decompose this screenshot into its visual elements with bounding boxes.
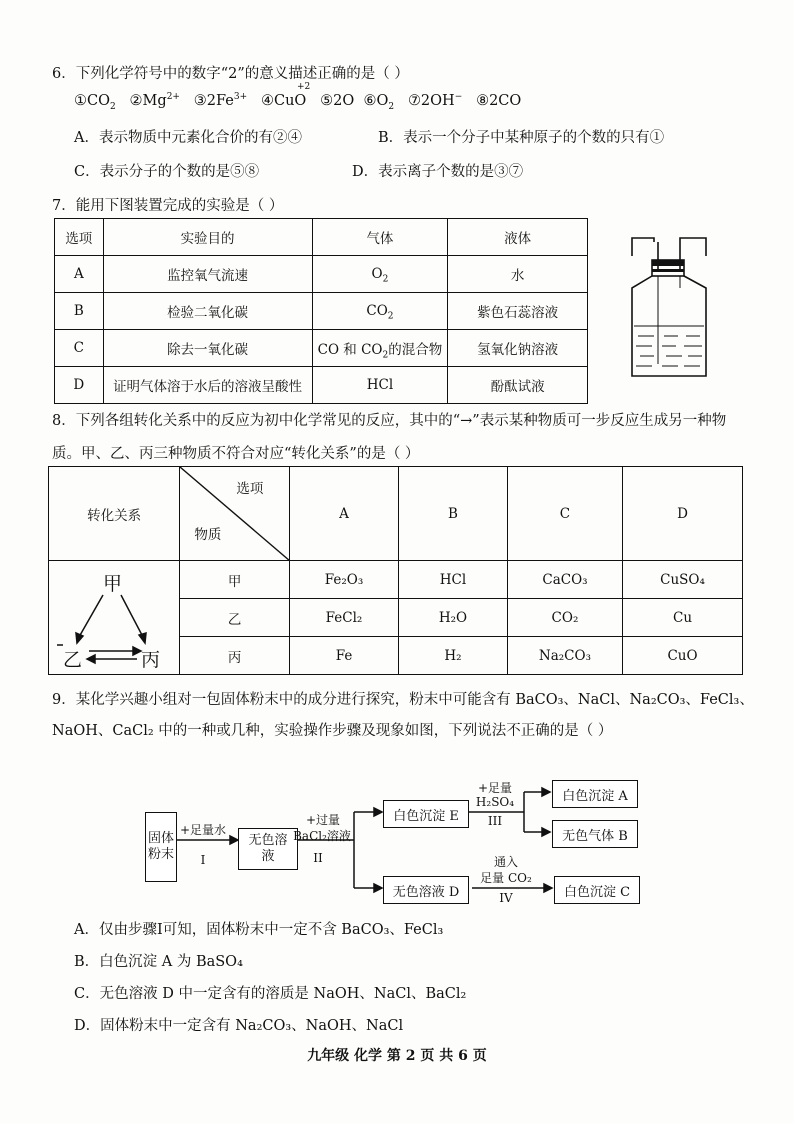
q6-option-d: D．表示离子个数的是③⑦ xyxy=(352,164,524,180)
table-row xyxy=(55,256,588,293)
cell-d: CuO xyxy=(623,637,743,675)
header-relation: 转化关系 xyxy=(49,467,180,561)
row-liquid: 氢氧化钠溶液 xyxy=(448,330,588,367)
table-header-row xyxy=(55,219,588,256)
cell-b: H₂ xyxy=(399,637,508,675)
step4-reagent: 通入 xyxy=(493,855,518,869)
q7-table xyxy=(54,218,588,404)
header-option-b: B xyxy=(399,467,508,561)
white-precipitate-e-box: 白色沉淀 E xyxy=(383,800,469,828)
row-liquid: 酚酞试液 xyxy=(448,367,588,404)
diagram-left-label: 乙 xyxy=(63,649,83,671)
diagonal-top-label: 选项 xyxy=(236,481,264,497)
step3-reagent: +足量 xyxy=(477,781,513,795)
cell-b: HCl xyxy=(399,561,508,599)
step3-number: III xyxy=(487,814,503,828)
table-row xyxy=(55,293,588,330)
cell-d: Cu xyxy=(623,599,743,637)
q6-option-c: C．表示分子的个数的是⑤⑧ xyxy=(74,164,260,180)
row-purpose: 除去一氧化碳 xyxy=(103,330,312,367)
cell-c: CO₂ xyxy=(507,599,622,637)
q9-option-a: A．仅由步骤I可知，固体粉末中一定不含 BaCO₃、FeCl₃ xyxy=(74,922,444,938)
row-option: C xyxy=(55,330,104,367)
symbol-8: ⑧2CO xyxy=(476,93,522,109)
gas-washing-bottle-illustration xyxy=(622,236,720,384)
cell-b: H₂O xyxy=(399,599,508,637)
cell-c: CaCO₃ xyxy=(507,561,622,599)
row-purpose: 检验二氧化碳 xyxy=(103,293,312,330)
header-option-a: A xyxy=(290,467,399,561)
symbol-2: $②Mg^{2+}$ xyxy=(129,92,180,109)
symbol-1: $①CO_2$ xyxy=(74,93,116,112)
row-option: D xyxy=(55,367,104,404)
row-liquid: 紫色石蕊溶液 xyxy=(448,293,588,330)
table-row xyxy=(55,330,588,367)
step3-reagent-name: H₂SO₄ xyxy=(475,795,515,809)
q9-option-d: D．固体粉末中一定含有 Na₂CO₃、NaOH、NaCl xyxy=(74,1018,404,1034)
white-precipitate-c-box: 白色沉淀 C xyxy=(554,876,640,904)
conversion-arrows xyxy=(49,561,181,675)
step2-number: II xyxy=(313,851,323,865)
diagonal-bottom-label: 物质 xyxy=(194,527,222,543)
colorless-solution-d-box: 无色溶液 D xyxy=(383,876,469,904)
row-liquid: 水 xyxy=(448,256,588,293)
header-diagonal-cell xyxy=(180,467,290,561)
q6-option-b: B．表示一个分子中某种原子的个数的只有① xyxy=(378,130,665,146)
diagram-right-label: 丙 xyxy=(141,649,161,671)
step1-number: I xyxy=(200,853,206,867)
q6-stem: 6．下列化学符号中的数字“2”的意义描述正确的是（ ） xyxy=(52,66,409,82)
header-liquid: 液体 xyxy=(448,219,588,256)
symbol-7: ⑦2OH− xyxy=(407,92,463,109)
q6-option-a: A．表示物质中元素化合价的有②④ xyxy=(74,130,302,146)
colorless-solution-box: 无色溶液 xyxy=(238,828,298,870)
colorless-gas-b-box: 无色气体 B xyxy=(552,820,638,848)
cell-c: Na₂CO₃ xyxy=(507,637,622,675)
q9-stem-line1: 9．某化学兴趣小组对一包固体粉末中的成分进行探究，粉末中可能含有 BaCO₃、NaCl、Na₂CO₃、FeCl₃、 xyxy=(52,692,754,708)
q8-stem-line1: 8．下列各组转化关系中的反应为初中化学常见的反应，其中的“→”表示某种物质可一步反应生成另一种物 xyxy=(52,413,727,429)
table-row xyxy=(49,561,743,599)
header-option-d: D xyxy=(623,467,743,561)
step2-reagent: +过量 xyxy=(305,813,341,827)
step4-reagent-name: 足量 CO₂ xyxy=(480,871,532,885)
header-purpose: 实验目的 xyxy=(103,219,312,256)
diagram-top-label: 甲 xyxy=(103,573,123,595)
q9-option-b: B．白色沉淀 A 为 BaSO₄ xyxy=(74,954,243,970)
row-purpose: 监控氧气流速 xyxy=(103,256,312,293)
row-gas: HCl xyxy=(312,367,448,404)
q7-stem: 7．能用下图装置完成的实验是（ ） xyxy=(52,198,284,214)
cell-a: FeCl₂ xyxy=(290,599,399,637)
row-gas: $CO_2$ xyxy=(312,293,448,330)
row-option: B xyxy=(55,293,104,330)
cell-d: CuSO₄ xyxy=(623,561,743,599)
step2-reagent-name: BaCl₂溶液 xyxy=(293,829,351,843)
row-label: 丙 xyxy=(180,637,290,675)
white-precipitate-a-box: 白色沉淀 A xyxy=(552,780,638,808)
table-header-row xyxy=(49,467,743,561)
valence-mark: +2 xyxy=(296,82,311,92)
symbol-5: ⑤2O xyxy=(320,93,355,109)
q8-stem-line2: 质。甲、乙、丙三种物质不符合对应“转化关系”的是（ ） xyxy=(52,446,420,462)
solid-powder-box: 固体粉末 xyxy=(145,812,177,882)
table-row xyxy=(55,367,588,404)
row-label: 乙 xyxy=(180,599,290,637)
q9-option-c: C．无色溶液 D 中一定含有的溶质是 NaOH、NaCl、BaCl₂ xyxy=(74,986,467,1002)
header-gas: 气体 xyxy=(312,219,448,256)
cell-a: Fe₂O₃ xyxy=(290,561,399,599)
row-purpose: 证明气体溶于水后的溶液呈酸性 xyxy=(103,367,312,404)
row-label: 甲 xyxy=(180,561,290,599)
header-option: 选项 xyxy=(55,219,104,256)
step4-number: IV xyxy=(499,891,513,905)
header-option-c: C xyxy=(507,467,622,561)
cell-a: Fe xyxy=(290,637,399,675)
diagonal-line xyxy=(180,467,290,561)
symbol-3: $③2Fe^{3+}$ xyxy=(193,92,248,109)
relation-diagram-cell xyxy=(49,561,180,675)
row-gas: $O_2$ xyxy=(312,256,448,293)
symbol-4: ④CuO +2 xyxy=(260,82,311,109)
q9-stem-line2: NaOH、CaCl₂ 中的一种或几种，实验操作步骤及现象如图，下列说法不正确的是（ ） xyxy=(52,723,613,739)
symbol-6: $⑥O_2$ xyxy=(363,93,395,112)
step1-reagent: +足量水 xyxy=(179,823,227,837)
page-footer: 九年级 化学 第 2 页 共 6 页 xyxy=(307,1048,487,1064)
q6-symbols xyxy=(74,82,522,112)
q8-table xyxy=(48,466,743,675)
row-gas: CO 和 $CO_2$的混合物 xyxy=(312,330,448,367)
row-option: A xyxy=(55,256,104,293)
